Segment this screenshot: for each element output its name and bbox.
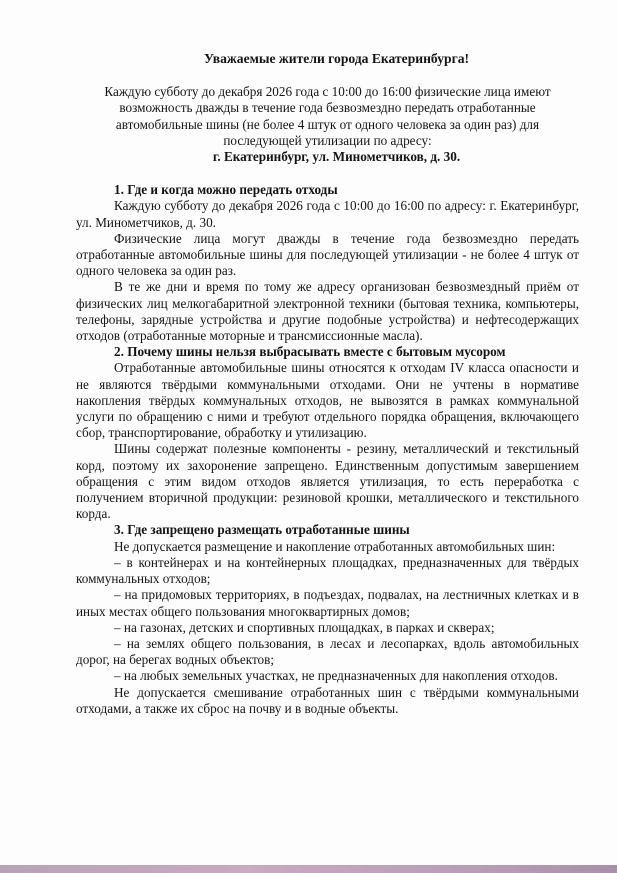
prohibited-location-item: – на землях общего пользования, в лесах и лесопарках, вдоль автомобильных дорог, на берегах водных объектов; [76, 635, 579, 668]
section-1-paragraph-2: Физические лица могут дважды в течение года безвозмездно передать отработанные автомобильные шины для последующей утилизации - не более 4 штук от одного человека за один раз. [76, 230, 579, 279]
section-2-paragraph-1: Отработанные автомобильные шины относятся к отходам IV класса опасности и не являются твёрдыми коммунальными отходами. Они не учтены в нормативе накопления твёрдых коммунальных отходов, не вывозятся в рамках коммунальной услуги по обращению с ними и требуют отдельного порядка обращения, включающего сбор, транспортирование, обработку и утилизацию. [76, 360, 579, 441]
section-1-heading: 1. Где и когда можно передать отходы [114, 182, 338, 198]
prohibited-location-item: – на газонах, детских и спортивных площадках, в парках и скверах; [114, 619, 495, 635]
section-3-paragraph-1: Не допускается размещение и накопление отработанных автомобильных шин: [114, 538, 556, 554]
prohibited-location-item: – на любых земельных участках, не предназначенных для накопления отходов. [114, 668, 558, 684]
prohibited-location-item: – в контейнерах и на контейнерных площадках, предназначенных для твёрдых коммунальных отходов; [76, 554, 579, 587]
section-1-paragraph-1: Каждую субботу до декабря 2026 года с 10:00 до 16:00 по адресу: г. Екатеринбург, ул. Минометчиков, д. 30. [76, 198, 579, 230]
section-2-heading: 2. Почему шины нельзя выбрасывать вместе с бытовым мусором [114, 344, 506, 360]
section-3-paragraph-2: Не допускается смешивание отработанных шин с твёрдыми коммунальными отходами, а также их сброс на почву и в водные объекты. [76, 684, 579, 716]
section-3-heading: 3. Где запрещено размещать отработанные шины [114, 522, 410, 538]
prohibited-location-item: – на придомовых территориях, в подъездах, подвалах, на лестничных клетках и в иных местах общего пользования многоквартирных домов; [76, 587, 579, 619]
bottom-edge-strip [0, 865, 617, 873]
intro-paragraph: Каждую субботу до декабря 2026 года с 10:00 до 16:00 физические лица имеют возможность дважды в течение года безвозмездно передать отработанные автомобильные шины (не более 4 штук от одного человека за один раз) для последующей утилизации по адресу: [104, 84, 551, 148]
document-title: Уважаемые жители города Екатеринбурга! [203, 51, 470, 66]
section-2-paragraph-2: Шины содержат полезные компоненты - резину, металлический и текстильный корд, поэтому их захоронение запрещено. Единственным допустимым завершением обращения с этим видом отходов является утилизация, то есть переработка с получением вторичной продукции: резиновой крошки, металлического и текстильного корда. [76, 441, 579, 522]
collection-address: г. Екатеринбург, ул. Минометчиков, д. 30. [212, 149, 461, 165]
document-body [76, 51, 579, 717]
section-1-paragraph-3: В те же дни и время по тому же адресу организован безвозмездный приём от физических лиц мелкогабаритной электронной техники (бытовая техника, компьютеры, телефоны, зарядные устройства и другие подобные устройства) и нефтесодержащих отходов (отработанные моторные и трансмиссионные масла). [76, 279, 579, 344]
